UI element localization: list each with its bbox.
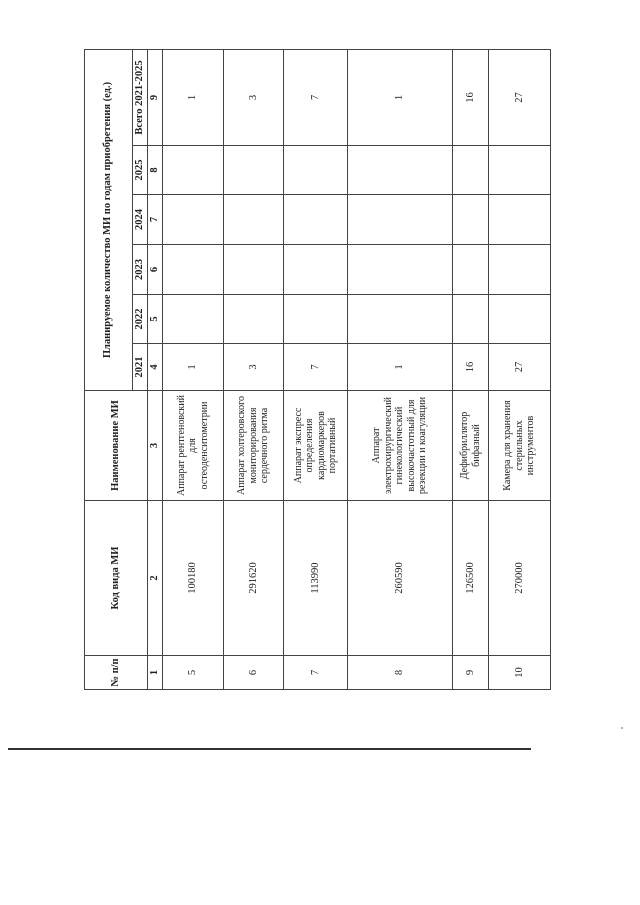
cell-total: 27: [489, 50, 551, 146]
cell-2023: [489, 245, 551, 295]
header-planned: Планируемое количество МИ по годам приобретения (ед.): [85, 50, 133, 391]
cell-num: 7: [284, 656, 348, 690]
cell-total: 3: [224, 50, 284, 146]
header-col-numbers-row: [148, 50, 163, 690]
header-row: [85, 50, 133, 690]
cell-name: Камера для хранения стерильных инструментов: [489, 391, 551, 501]
cell-2025: [453, 146, 489, 195]
table-row: [348, 50, 453, 690]
table-row: [489, 50, 551, 690]
cell-total: 16: [453, 50, 489, 146]
cell-code: 100180: [163, 501, 224, 656]
col-number: 7: [148, 195, 163, 245]
header-year: 2023: [133, 245, 148, 295]
cell-2022: [284, 295, 348, 344]
cell-2024: [348, 195, 453, 245]
cell-total: 7: [284, 50, 348, 146]
cell-total: 1: [348, 50, 453, 146]
cell-2023: [163, 245, 224, 295]
cell-code: 291620: [224, 501, 284, 656]
cell-2024: [489, 195, 551, 245]
table-row: [284, 50, 348, 690]
cell-name: Аппарат рентгеновский для остеоденситометрии: [163, 391, 224, 501]
col-number: 9: [148, 50, 163, 146]
cell-2021: 16: [453, 344, 489, 391]
cell-2024: [453, 195, 489, 245]
cell-2024: [163, 195, 224, 245]
cell-2024: [284, 195, 348, 245]
cell-2025: [224, 146, 284, 195]
scan-speck: [621, 727, 623, 729]
cell-2023: [348, 245, 453, 295]
cell-total: 1: [163, 50, 224, 146]
cell-2025: [163, 146, 224, 195]
cell-code: 270000: [489, 501, 551, 656]
cell-num: 6: [224, 656, 284, 690]
cell-name: Аппарат экспресс определения кардиомаркеров портативный: [284, 391, 348, 501]
cell-2021: 3: [224, 344, 284, 391]
cell-num: 8: [348, 656, 453, 690]
equipment-plan-table: [84, 49, 551, 690]
cell-name: Дефибриллятор бифазный: [453, 391, 489, 501]
cell-num: 5: [163, 656, 224, 690]
cell-2025: [348, 146, 453, 195]
cell-name: Аппарат холтеровского мониторирования сердечного ритма: [224, 391, 284, 501]
cell-2024: [224, 195, 284, 245]
col-number: 5: [148, 295, 163, 344]
cell-2023: [453, 245, 489, 295]
table-row: [163, 50, 224, 690]
col-number: 8: [148, 146, 163, 195]
table-row: [453, 50, 489, 690]
col-number: 3: [148, 391, 163, 501]
cell-2021: 1: [348, 344, 453, 391]
col-number: 2: [148, 501, 163, 656]
header-code: Код вида МИ: [85, 501, 148, 656]
cell-2022: [163, 295, 224, 344]
header-year: 2021: [133, 344, 148, 391]
cell-2021: 27: [489, 344, 551, 391]
col-number: 6: [148, 245, 163, 295]
cell-2023: [224, 245, 284, 295]
cell-2022: [348, 295, 453, 344]
cell-num: 9: [453, 656, 489, 690]
header-year: 2025: [133, 146, 148, 195]
table-row: [224, 50, 284, 690]
cell-2021: 7: [284, 344, 348, 391]
header-total: Всего 2021-2025: [133, 50, 148, 146]
cell-num: 10: [489, 656, 551, 690]
cell-2023: [284, 245, 348, 295]
col-number: 1: [148, 656, 163, 690]
cell-2022: [489, 295, 551, 344]
cell-code: 126500: [453, 501, 489, 656]
cell-code: 113990: [284, 501, 348, 656]
cell-2025: [489, 146, 551, 195]
cell-2022: [453, 295, 489, 344]
rotated-table-page: [84, 60, 545, 690]
header-name: Наименование МИ: [85, 391, 148, 501]
col-number: 4: [148, 344, 163, 391]
cell-2021: 1: [163, 344, 224, 391]
cell-name: Аппарат электрохирургический гинекологический высокочастотный для резекции и коагуляции: [348, 391, 453, 501]
header-year: 2022: [133, 295, 148, 344]
header-year: 2024: [133, 195, 148, 245]
cell-2025: [284, 146, 348, 195]
horizontal-rule: [8, 748, 531, 750]
cell-code: 260590: [348, 501, 453, 656]
cell-2022: [224, 295, 284, 344]
header-num: № п/п: [85, 656, 148, 690]
